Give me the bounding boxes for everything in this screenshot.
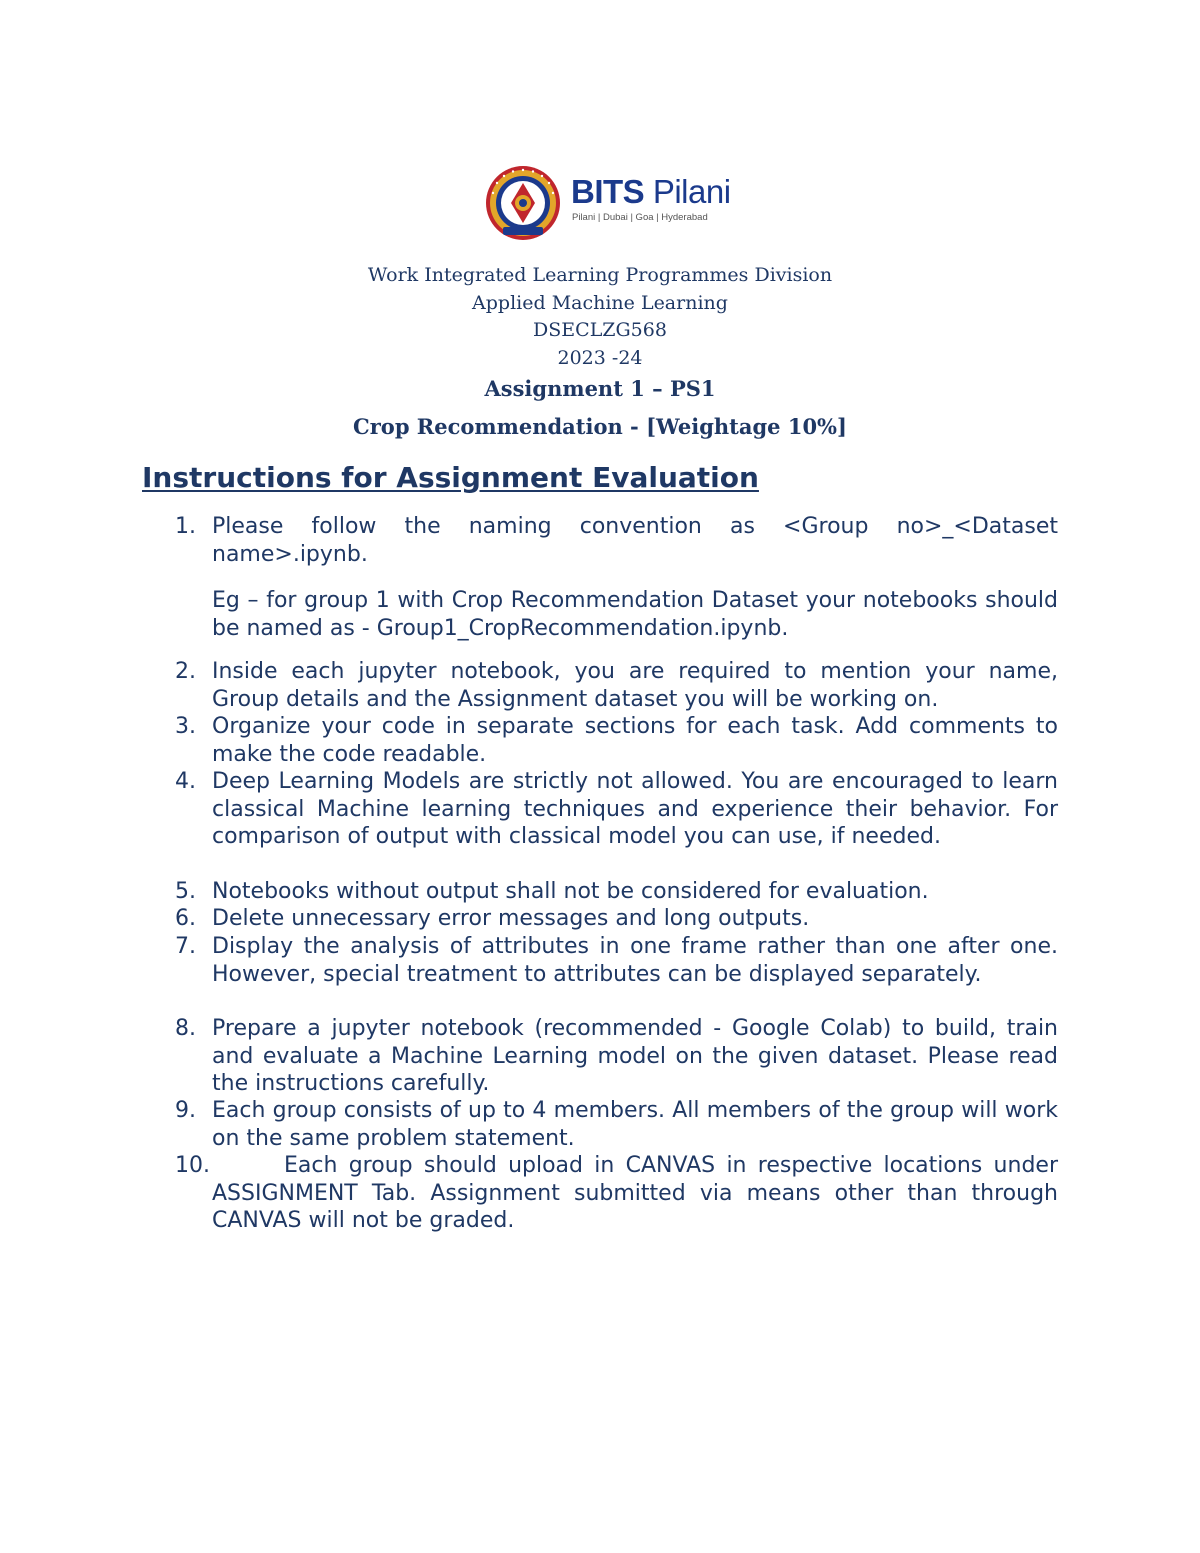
- list-item-number: 2.: [175, 659, 196, 684]
- list-item: [175, 713, 1058, 768]
- list-item: [175, 933, 1058, 988]
- list-item-text: Please follow the naming convention as <Group no>_<Dataset name>.ipynb.: [212, 514, 1058, 567]
- list-item: [175, 1152, 1058, 1235]
- list-item-text: Each group consists of up to 4 members. All members of the group will work on the same problem statement.: [212, 1098, 1058, 1151]
- list-item-text: Eg – for group 1 with Crop Recommendation Dataset your notebooks should be named as - Group1_CropRecommendation.ipynb.: [212, 588, 1058, 641]
- course-title: Applied Machine Learning: [472, 292, 728, 314]
- academic-year: 2023 -24: [557, 347, 643, 369]
- list-item-text: Each group should upload in CANVAS in respective locations under ASSIGNMENT Tab. Assignment submitted via means other than through CANVAS will not be graded.: [212, 1153, 1058, 1233]
- list-item-number: 5.: [175, 879, 196, 904]
- brand-name-suffix: Pilani: [644, 173, 731, 210]
- list-item: [175, 1097, 1058, 1152]
- list-item: [175, 658, 1058, 713]
- list-item-text: Notebooks without output shall not be considered for evaluation.: [212, 879, 929, 904]
- list-item: [175, 768, 1058, 851]
- campus-list: Pilani | Dubai | Goa | Hyderabad: [572, 212, 708, 223]
- list-item-number: 4.: [175, 769, 196, 794]
- list-item-number: 6.: [175, 906, 196, 931]
- list-item-number: 1.: [175, 514, 196, 539]
- division-title: Work Integrated Learning Programmes Division: [367, 264, 833, 286]
- list-item: [175, 905, 1058, 933]
- list-item-example: [212, 587, 1058, 642]
- section-heading: Instructions for Assignment Evaluation: [142, 461, 759, 494]
- assignment-title: Assignment 1 – PS1: [484, 376, 716, 401]
- list-item-text: Organize your code in separate sections for each task. Add comments to make the code readable.: [212, 714, 1058, 767]
- list-item-text: Prepare a jupyter notebook (recommended - Google Colab) to build, train and evaluate a Machine Learning model on the given dataset. Please read the instructions carefully.: [212, 1016, 1058, 1096]
- list-item-text: Deep Learning Models are strictly not allowed. You are encouraged to learn classical Machine learning techniques and experience their behavior. For comparison of output with classical model you can use, if needed.: [212, 769, 1058, 849]
- course-code: DSECLZG568: [533, 319, 667, 341]
- bits-pilani-logo: [485, 163, 731, 243]
- list-item-number: 3.: [175, 714, 196, 739]
- brand-name: BITS: [571, 173, 645, 210]
- list-item-number: 9.: [175, 1098, 196, 1123]
- assignment-subtitle: Crop Recommendation - [Weightage 10%]: [353, 414, 847, 439]
- list-item-number: 7.: [175, 934, 196, 959]
- list-item-text: Display the analysis of attributes in one frame rather than one after one. However, special treatment to attributes can be displayed separately.: [212, 934, 1058, 987]
- list-item: [175, 513, 1058, 568]
- list-item-text: Delete unnecessary error messages and long outputs.: [212, 906, 810, 931]
- list-item: [175, 878, 1058, 906]
- list-item: [175, 1015, 1058, 1098]
- list-item-number: 8.: [175, 1016, 196, 1041]
- list-item-number: 10.: [175, 1153, 210, 1178]
- list-item-text: Inside each jupyter notebook, you are required to mention your name, Group details and the Assignment dataset you will be working on.: [212, 659, 1058, 712]
